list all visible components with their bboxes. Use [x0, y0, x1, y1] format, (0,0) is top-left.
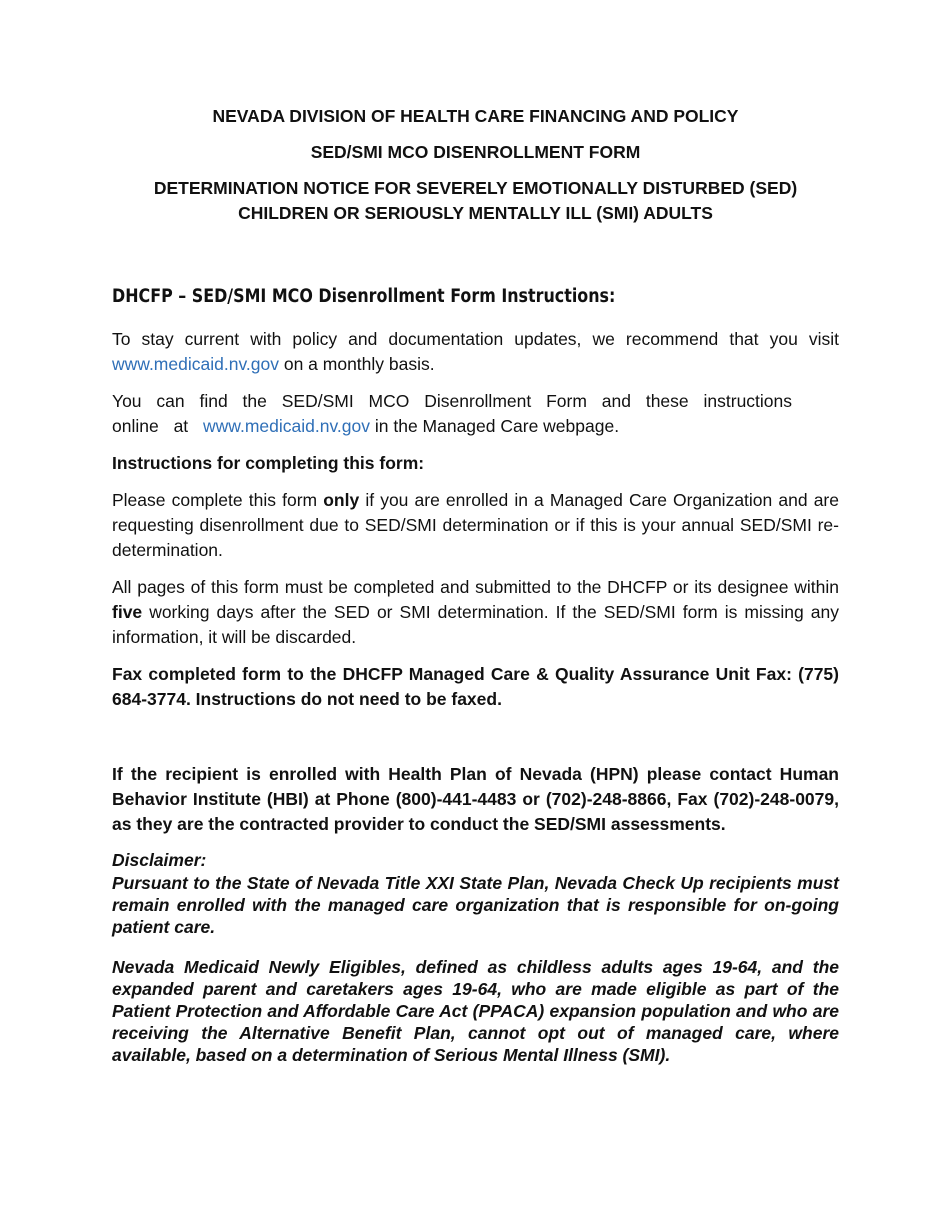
form-title: SED/SMI MCO DISENROLLMENT FORM: [310, 142, 641, 162]
emphasis-text: five: [112, 602, 143, 622]
fax-notice: Fax completed form to the DHCFP Managed Care & Quality Assurance Unit Fax: (775) 684-3774. Instructions do not need to be faxed.: [112, 664, 839, 709]
medicaid-link[interactable]: www.medicaid.nv.gov: [112, 354, 279, 374]
disclaimer-block: [112, 849, 839, 1066]
paragraph-text: All pages of this form must be completed and submitted to the DHCFP or its designee within: [112, 577, 839, 597]
determination-heading-line2: CHILDREN OR SERIOUSLY MENTALLY ILL (SMI) ADULTS: [238, 203, 713, 223]
disclaimer-check-up: Pursuant to the State of Nevada Title XXI State Plan, Nevada Check Up recipients must remain enrolled with the managed care organization that is responsible for on-going patient care.: [112, 873, 839, 937]
paragraph-text: To stay current with policy and documentation updates, we recommend that you visit: [112, 329, 839, 349]
paragraph-text: You can find the SED/SMI MCO Disenrollment Form and these instructions online at: [112, 391, 793, 436]
determination-heading-line1: DETERMINATION NOTICE FOR SEVERELY EMOTIONALLY DISTURBED (SED): [153, 178, 798, 198]
instructions-heading: Instructions for completing this form:: [112, 453, 425, 473]
hpn-notice: If the recipient is enrolled with Health Plan of Nevada (HPN) please contact Human Behavior Institute (HBI) at Phone (800)-441-4483 or (702)-248-8866, Fax (702)-248-0079, as they are the contracted provider to conduct the SED/SMI assessments.: [112, 764, 839, 834]
medicaid-link[interactable]: www.medicaid.nv.gov: [203, 416, 370, 436]
policy-updates-paragraph: [112, 327, 839, 377]
paragraph-text: if you are enrolled in a Managed Care Organization and are requesting disenrollment due to SED/SMI determination or if this is your annual SED/SMI re-determination.: [112, 490, 839, 560]
instructions-section-title: DHCFP – SED/SMI MCO Disenrollment Form Instructions:: [112, 286, 616, 307]
disclaimer-newly-eligibles: Nevada Medicaid Newly Eligibles, defined as childless adults ages 19-64, and the expanded parent and caretakers ages 19-64, who are made eligible as part of the Patient Protection and Affordable Care Act (PPACA) expansion population and who are receiving the Alternative Benefit Plan, cannot opt out of managed care, where available, based on a determination of Serious Mental Illness (SMI).: [112, 957, 839, 1065]
paragraph-text: working days after the SED or SMI determination. If the SED/SMI form is missing any information, it will be discarded.: [112, 602, 839, 647]
paragraph-text: on a monthly basis.: [278, 354, 435, 374]
eligibility-paragraph: [112, 488, 839, 563]
agency-heading: NEVADA DIVISION OF HEALTH CARE FINANCING AND POLICY: [212, 106, 739, 126]
determination-heading: [112, 176, 839, 226]
submission-paragraph: [112, 575, 839, 650]
paragraph-text: in the Managed Care webpage.: [370, 416, 620, 436]
document-page: [112, 104, 839, 1066]
paragraph-text: Please complete this form: [112, 490, 324, 510]
emphasis-text: only: [323, 490, 360, 510]
disclaimer-title: Disclaimer:: [112, 850, 207, 870]
form-location-paragraph: [112, 389, 839, 439]
